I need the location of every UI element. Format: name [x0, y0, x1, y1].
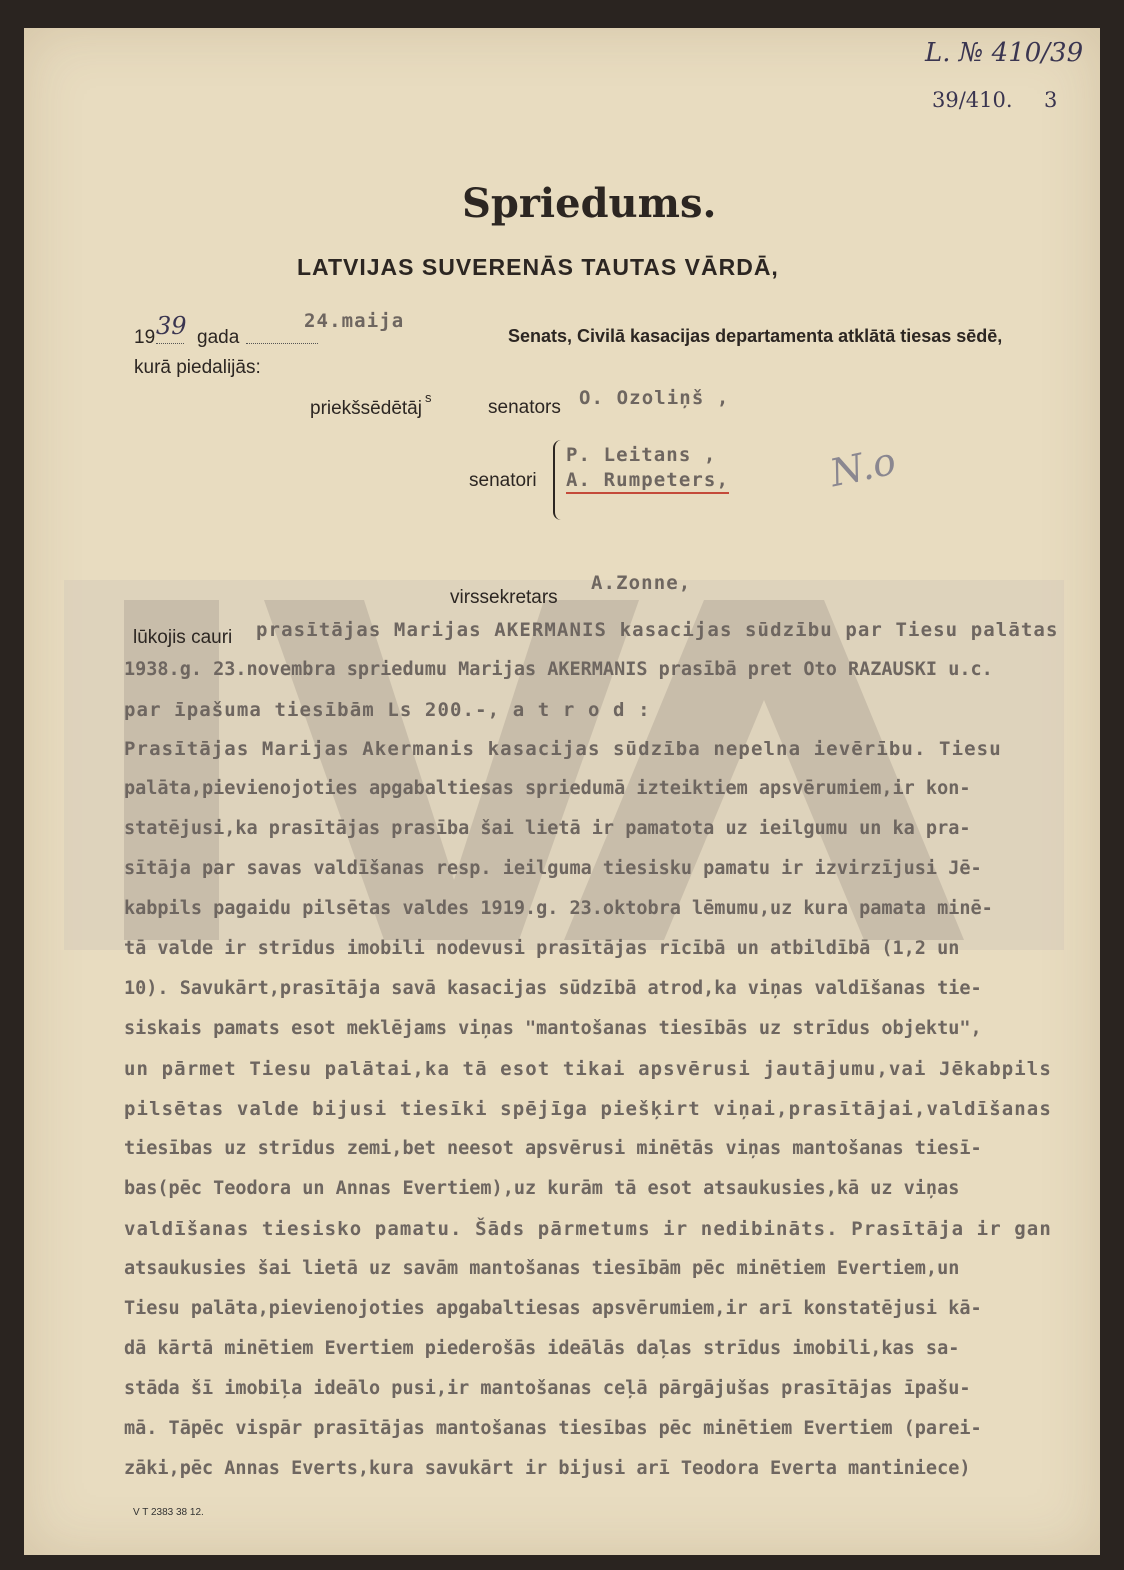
chair-role: senators	[488, 397, 561, 418]
case-number-handwritten: L. № 410/39	[925, 38, 1084, 68]
form-code-footer: V T 2383 38 12.	[133, 1507, 204, 1518]
reviewed-label: lūkojis cauri	[133, 627, 233, 648]
date-year: 39	[156, 312, 187, 340]
court-name: Senats, Civilā kasacijas departamenta atklātā tiesas sēdē,	[508, 326, 1003, 346]
chair-name: O. Ozoliņš ,	[579, 387, 730, 409]
participated-label: kurā piedalijās:	[134, 357, 261, 378]
reviewed-line-3: par īpašuma tiesībām Ls 200.-, a t r o d :	[124, 699, 651, 721]
date-gada-label: gada	[197, 327, 240, 348]
body-line: atsaukusies šai lietā uz savām mantošanas tiesībām pēc minētiem Evertiem,un	[124, 1258, 960, 1279]
secretary-name: A.Zonne,	[591, 572, 692, 594]
document-subtitle: LATVIJAS SUVERENĀS TAUTAS VĀRDĀ,	[297, 254, 779, 280]
body-line: tiesības uz strīdus zemi,bet neesot apsvērusi minētās viņas mantošanas tiesī-	[124, 1138, 982, 1159]
document-title: Spriedums.	[462, 180, 717, 227]
body-line: zāki,pēc Annas Everts,kura savukārt ir bijusi arī Teodora Everta mantiniece)	[124, 1458, 971, 1479]
page-number: 3	[1044, 88, 1058, 112]
body-line: stāda šī imobiļa ideālo pusi,ir mantošanas ceļā pārgājušas prasītājas īpašu-	[124, 1378, 971, 1399]
senators-label: senatori	[469, 470, 537, 491]
body-line: palāta,pievienojoties apgabaltiesas spriedumā izteiktiem apsvērumiem,ir kon-	[124, 778, 971, 799]
secretary-label: virssekretars	[450, 587, 558, 608]
pencil-margin-note: N.o	[826, 438, 900, 496]
senator-name-1: P. Leitans ,	[566, 444, 717, 466]
senator-name-2: A. Rumpeters,	[566, 469, 729, 494]
year-dotted-line	[156, 343, 184, 344]
reviewed-line-1: prasītājas Marijas AKERMANIS kasacijas sūdzību par Tiesu palātas	[256, 619, 1059, 641]
case-number-stamped: 39/410.	[932, 88, 1013, 112]
body-line: kabpils pagaidu pilsētas valdes 1919.g. 23.oktobra lēmumu,uz kura pamata minē-	[124, 898, 993, 919]
date-day-month: 24.maija	[304, 310, 405, 332]
body-line: Prasītājas Marijas Akermanis kasacijas sūdzība nepelna ievērību. Tiesu	[124, 738, 1002, 760]
body-line: un pārmet Tiesu palātai,ka tā esot tikai apsvērusi jautājumu,vai Jēkabpils	[124, 1058, 1052, 1080]
body-line: siskais pamats esot meklējams viņas "mantošanas tiesībās uz strīdus objektu",	[124, 1018, 982, 1039]
date-century: 19	[134, 327, 156, 348]
senators-brace	[553, 440, 565, 520]
body-line: dā kārtā minētiem Evertiem piederošās ideālās daļas strīdus imobili,kas sa-	[124, 1338, 960, 1359]
body-line: tā valde ir strīdus imobili nodevusi prasītājas rīcībā un atbildībā (1,2 un	[124, 938, 960, 959]
body-line: mā. Tāpēc vispār prasītājas mantošanas tiesības pēc minētiem Evertiem (parei-	[124, 1418, 982, 1439]
body-line: 10). Savukārt,prasītāja savā kasacijas sūdzībā atrod,ka viņas valdīšanas tie-	[124, 978, 982, 999]
chair-label: priekšsēdētāj	[310, 398, 422, 419]
body-line: Tiesu palāta,pievienojoties apgabaltiesas apsvērumiem,ir arī konstatējusi kā-	[124, 1298, 982, 1319]
body-line: bas(pēc Teodora un Annas Evertiem),uz kurām tā esot atsaukusies,kā uz viņas	[124, 1178, 960, 1199]
reviewed-line-2: 1938.g. 23.novembra spriedumu Marijas AKERMANIS prasībā pret Oto RAZAUSKI u.c.	[124, 659, 993, 680]
day-dotted-line	[246, 343, 318, 344]
body-line: sītāja par savas valdīšanas resp. ieilguma tiesisku pamatu ir izvirzījusi Jē-	[124, 858, 982, 879]
body-line: statējusi,ka prasītājas prasība šai lietā ir pamatota uz ieilgumu un ka pra-	[124, 818, 971, 839]
chair-label-suffix: s	[425, 390, 432, 405]
body-line: valdīšanas tiesisko pamatu. Šāds pārmetums ir nedibināts. Prasītāja ir gan	[124, 1218, 1052, 1240]
body-line: pilsētas valde bijusi tiesīki spējīga piešķirt viņai,prasītājai,valdīšanas	[124, 1098, 1052, 1120]
